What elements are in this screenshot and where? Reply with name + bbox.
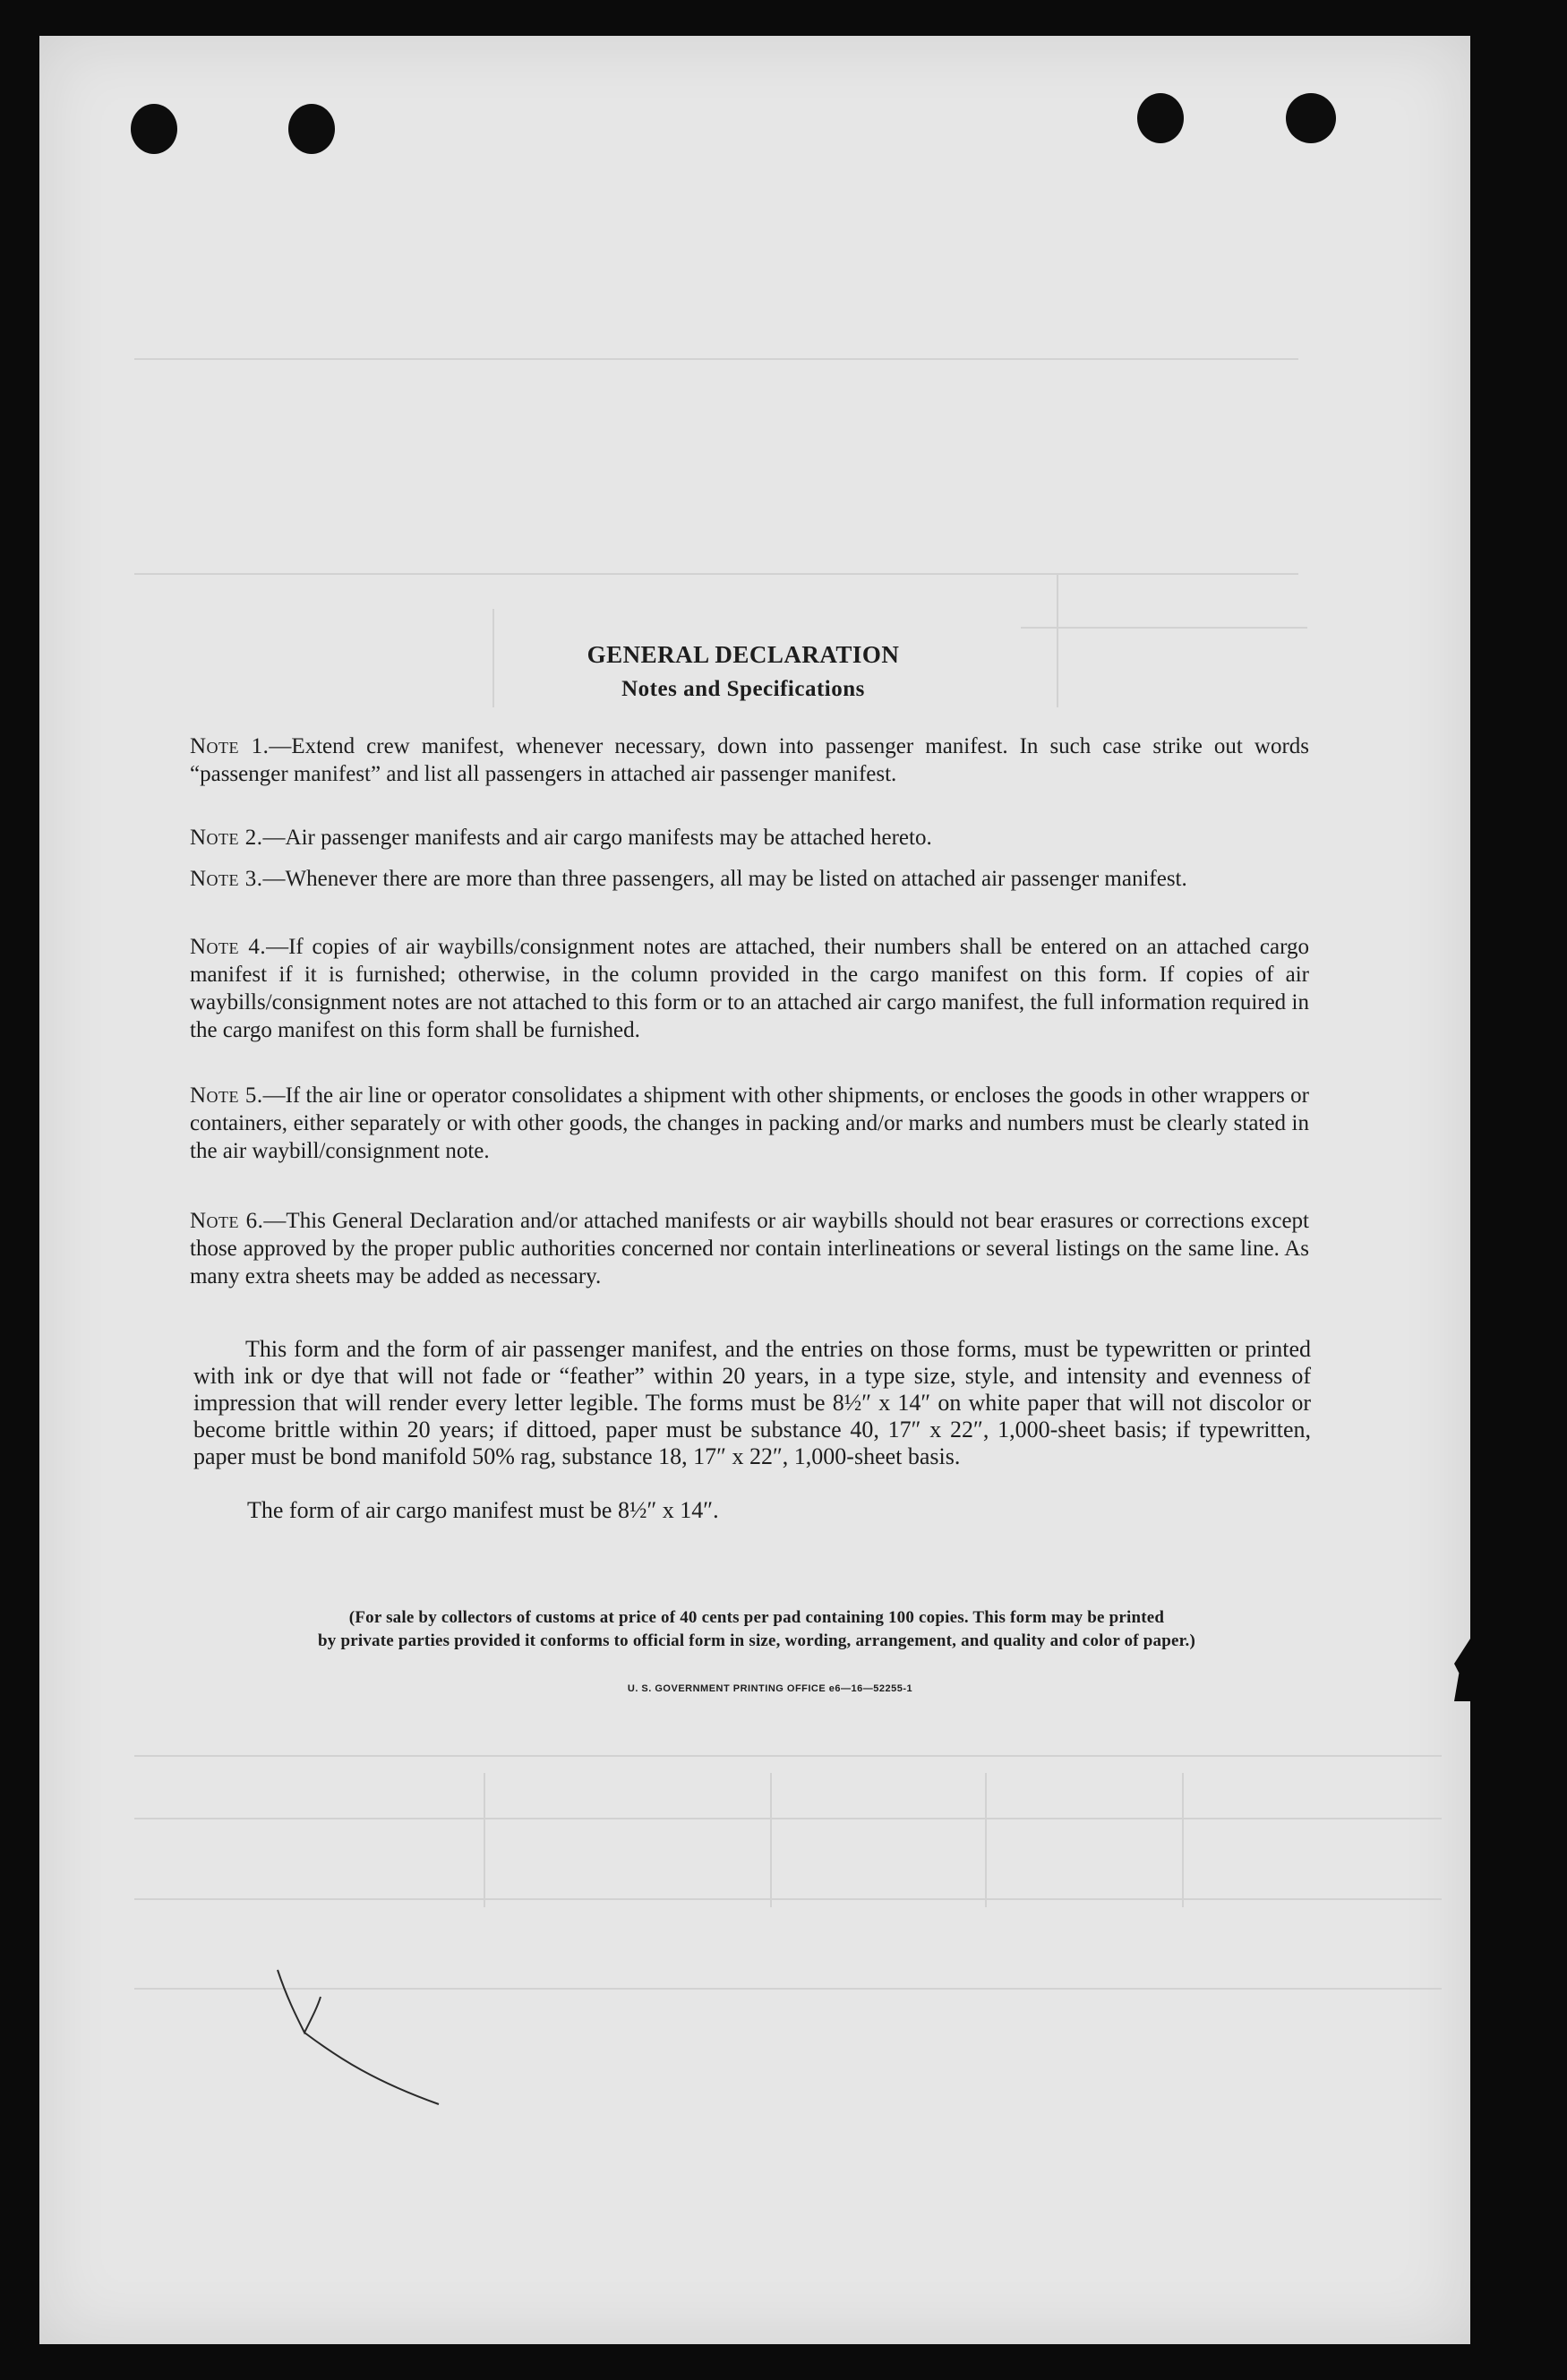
page-title: GENERAL DECLARATION (587, 641, 900, 668)
note-text: —Extend crew manifest, whenever necessary, down into passenger manifest. In such case strike out words “passenger manifest” and list all passengers in attached air passenger manifest. (190, 734, 1310, 786)
note-5 (190, 1082, 1309, 1165)
note-label: Note 2. (190, 826, 263, 850)
note-text: —This General Declaration and/or attached manifests or air waybills should not bear erasures or corrections except those approved by the proper public authorities concerned nor contain interlineations or several listings on the same line. As many extra sheets may be added as necessary. (190, 1209, 1309, 1288)
cargo-manifest-size: The form of air cargo manifest must be 8½″ x 14″. (247, 1497, 719, 1523)
note-1 (190, 732, 1309, 788)
note-text: —If copies of air waybills/consignment notes are attached, their numbers shall be entered on an attached cargo manifest if it is furnished; otherwise, in the column provided in the cargo manifest on this form. If copies of air waybills/consignment notes are not attached to this form or to an attached air cargo manifest, the full information required in the cargo manifest on this form shall be furnished. (190, 935, 1309, 1042)
printer-imprint: U. S. GOVERNMENT PRINTING OFFICE e6—16—52255-1 (627, 1683, 913, 1694)
pen-mark-icon (269, 1961, 448, 2113)
note-label: Note 3. (190, 867, 263, 891)
note-4 (190, 933, 1309, 1044)
note-text: —If the air line or operator consolidates a shipment with other shipments, or encloses the goods in other wrappers or containers, either separately or with other goods, the changes in packing and/or marks and numbers must be clearly stated in the air waybill/consignment note. (190, 1083, 1309, 1163)
note-3 (190, 865, 1309, 893)
page-subtitle: Notes and Specifications (621, 677, 865, 701)
note-label: Note 5. (190, 1083, 263, 1108)
note-label: Note 1. (190, 734, 270, 758)
note-label: Note 4. (190, 935, 267, 959)
note-2 (190, 824, 1309, 852)
note-text: —Air passenger manifests and air cargo manifests may be attached hereto. (262, 826, 932, 850)
note-text: —Whenever there are more than three passengers, all may be listed on attached air passenger manifest. (262, 867, 1187, 891)
sale-note-line-2: by private parties provided it conforms to official form in size, wording, arrangement, and quality and color of paper.) (318, 1631, 1195, 1650)
sale-note-line-1: (For sale by collectors of customs at price of 40 cents per pad containing 100 copies. This form may be printed (348, 1608, 1165, 1627)
note-label: Note 6. (190, 1209, 264, 1233)
specification-paragraph: This form and the form of air passenger manifest, and the entries on those forms, must be typewritten or printed with ink or dye that will not fade or “feather” within 20 years, in a type size, style, and intensity and evenness of impression that will render every letter legible. The forms must be 8½″ x 14″ on white paper that will not discolor or become brittle within 20 years; if dittoed, paper must be substance 40, 17″ x 22″, 1,000-sheet basis; if typewritten, paper must be bond manifold 50% rag, substance 18, 17″ x 22″, 1,000-sheet basis. (193, 1336, 1311, 1469)
note-6 (190, 1207, 1309, 1290)
